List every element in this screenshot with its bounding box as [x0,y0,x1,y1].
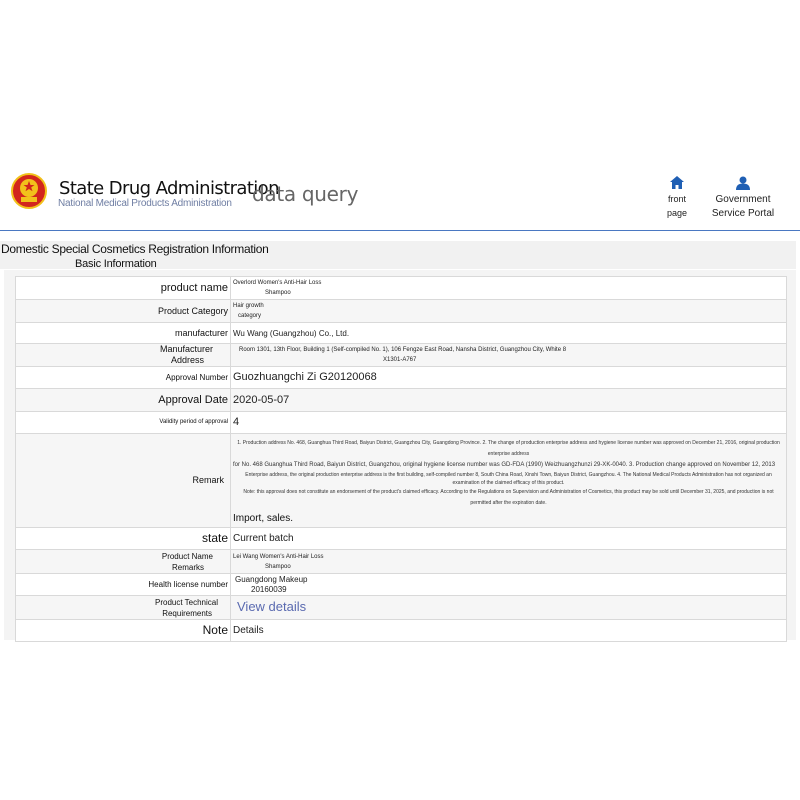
table-row [16,434,787,528]
technical-requirements-label-line-1: Product Technical [155,597,218,607]
org-title: State Drug Administration [59,178,279,199]
remark-extra: Import, sales. [233,513,294,524]
table-row [16,344,787,367]
table-row [16,277,787,300]
product-name-remarks-line-2: Shampoo [265,563,291,570]
site-header [0,168,800,231]
product-name-line-2: Shampoo [265,290,291,296]
product-category-label: Product Category [16,300,231,323]
approval-date-label: Approval Date [16,389,231,412]
state-value: Current batch [231,528,787,550]
remark-line: for No. 468 Guanghua Third Road, Baiyun District, Guangzhou, original hygiene license number was GD-FDA (1990) Weizhuangzhunzi 29-XK-0040. 3. Production change approved on November 12, 2013 [233,462,776,468]
validity-label: Validity period of approval [16,412,231,434]
table-row [16,389,787,412]
remark-line: enterprise address [487,451,530,457]
user-icon [736,176,750,190]
national-emblem-icon [11,172,47,210]
nav-government-portal[interactable] [700,176,786,221]
info-panel [4,270,796,640]
table-row [16,550,787,574]
health-license-value [231,574,787,596]
technical-requirements-label-line-2: Requirements [162,608,212,618]
technical-requirements-value [231,596,787,620]
manufacturer-address-line-2: X1301-A767 [383,357,417,363]
remark-line: permitted after the expiration date. [470,500,547,506]
page-heading: data query [252,182,359,206]
product-name-label: product name [16,277,231,300]
table-row [16,596,787,620]
manufacturer-address-label-line-1: Manufacturer [159,344,213,354]
state-label: state [16,528,231,550]
product-name-remarks-label [16,550,231,574]
remark-value [231,434,787,528]
section-header [0,241,796,269]
view-details-link[interactable]: View details [237,599,307,614]
remark-label: Remark [16,434,231,528]
manufacturer-address-label-line-2: Address [170,355,204,365]
approval-date-value: 2020-05-07 [231,389,787,412]
product-name-value [231,277,787,300]
product-category-line-2: category [238,313,262,319]
health-license-line-1: Guangdong Makeup [235,574,308,584]
table-row [16,367,787,389]
table-row [16,574,787,596]
health-license-line-2: 20160039 [251,584,287,594]
technical-requirements-label [16,596,231,620]
table-row [16,323,787,344]
section-title: Domestic Special Cosmetics Registration Information [1,242,269,256]
nav-front-page-label: front page [666,194,688,218]
remark-line: Note: this approval does not constitute an endorsement of the product's claimed efficacy. According to the Regulations on Supervision and Administration of Cosmetics, this product may be sold until December 31, 2025, and production is not [243,489,774,495]
org-subtitle: National Medical Products Administration [58,198,232,209]
remark-text [233,434,784,509]
manufacturer-address-value [231,344,787,367]
product-name-remarks-line-1: Lei Wang Women's Anti-Hair Loss [233,553,324,560]
approval-number-label: Approval Number [16,367,231,389]
remark-line: Enterprise address, the original production enterprise address is the first building, self-compiled number 8, South China Road, Xinshi Town, Baiyun District, Guangzhou. 4. The National Medical Products Administration has not organized an [245,472,772,478]
table-row [16,620,787,642]
note-label: Note [16,620,231,642]
validity-value: 4 [231,412,787,434]
product-name-line-1: Overlord Women's Anti-Hair Loss [233,280,322,286]
nav-government-portal-label: Government Service Portal [711,194,775,219]
approval-number-value: Guozhuangchi Zi G20120068 [231,367,787,389]
registration-info-table [15,276,787,642]
table-row [16,528,787,550]
manufacturer-label: manufacturer [16,323,231,344]
manufacturer-address-line-1: Room 1301, 13th Floor, Building 1 (Self-compiled No. 1), 106 Fengze East Road, Nansha District, Guangzhou City, White 8 [239,347,567,353]
table-row [16,412,787,434]
manufacturer-address-label [16,344,231,367]
product-category-line-1: Hair growth [233,303,264,309]
note-value: Details [231,620,787,642]
product-category-value [231,300,787,323]
product-name-remarks-label-line-2: Remarks [171,562,204,572]
nav-front-page[interactable] [658,176,696,220]
remark-line: examination of the claimed efficacy of this product. [452,480,565,486]
remark-line: 1. Production address No. 468, Guanghua Third Road, Baiyun District, Guangzhou City, Guangdong Province. 2. The change of production enterprise address and hygiene license number was approved on December 21, 2016, original production [237,440,780,446]
home-icon [670,176,684,189]
health-license-label: Health license number [16,574,231,596]
table-row [16,300,787,323]
section-subtitle: Basic Information [75,258,157,270]
manufacturer-value: Wu Wang (Guangzhou) Co., Ltd. [231,323,787,344]
product-name-remarks-label-line-1: Product Name [161,551,213,561]
product-name-remarks-value [231,550,787,574]
